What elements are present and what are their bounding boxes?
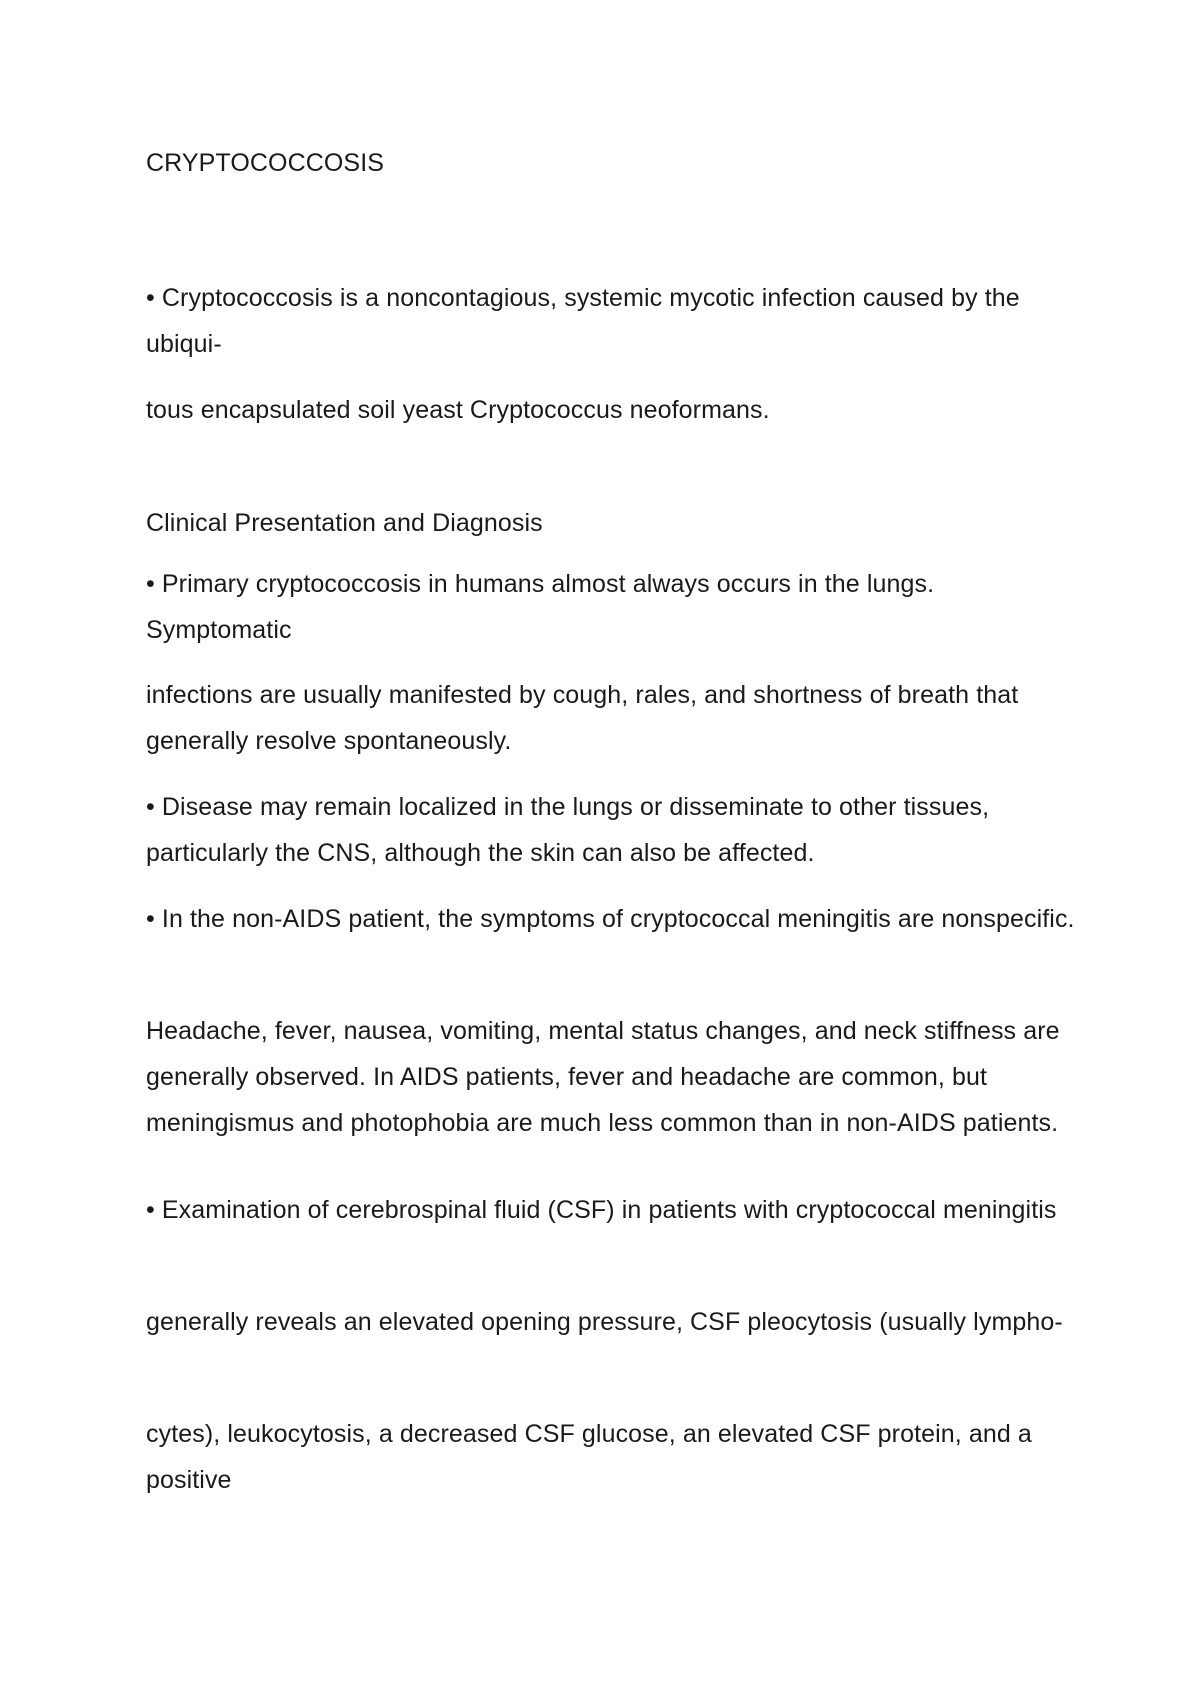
paragraph-3: • Disease may remain localized in the lungs or disseminate to other tissues, particularly the CNS, although the skin can also be affected. <box>146 793 990 867</box>
document-title: CRYPTOCOCCOSIS <box>146 149 385 177</box>
intro-paragraph-2: tous encapsulated soil yeast Cryptococcus neoformans. <box>146 396 770 424</box>
paragraph-6: • Examination of cerebrospinal fluid (CSF) in patients with cryptococcal meningitis <box>146 1196 1057 1224</box>
paragraph-1: • Primary cryptococcosis in humans almost always occurs in the lungs. Symptomatic <box>146 570 935 644</box>
paragraph-2: infections are usually manifested by cough, rales, and shortness of breath that generally resolve spontaneously. <box>146 681 1019 755</box>
paragraph-5: Headache, fever, nausea, vomiting, mental status changes, and neck stiffness are generally observed. In AIDS patients, fever and headache are common, but meningismus and photophobia are much less common than in non-AIDS patients. <box>146 1017 1060 1137</box>
intro-paragraph-1: • Cryptococcosis is a noncontagious, systemic mycotic infection caused by the ubiqui- <box>146 284 1020 358</box>
paragraph-4: • In the non-AIDS patient, the symptoms of cryptococcal meningitis are nonspecific. <box>146 905 1075 933</box>
paragraph-7: generally reveals an elevated opening pressure, CSF pleocytosis (usually lympho- <box>146 1308 1063 1336</box>
section-heading: Clinical Presentation and Diagnosis <box>146 509 543 537</box>
paragraph-8: cytes), leukocytosis, a decreased CSF glucose, an elevated CSF protein, and a positive <box>146 1420 1032 1494</box>
